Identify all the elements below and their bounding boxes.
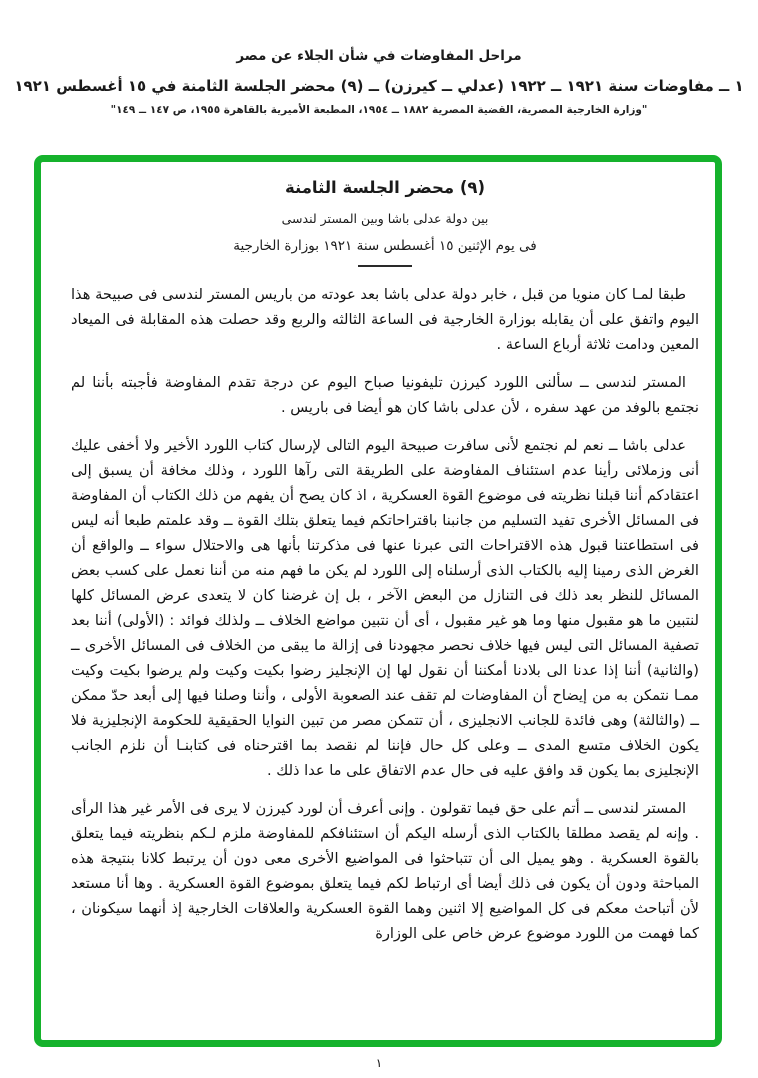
participants-line: بين دولة عدلى باشا وبين المستر لندسى — [281, 211, 489, 226]
page-header — [0, 48, 758, 116]
section-title: (٩) محضر الجلسة الثامنة — [284, 178, 486, 197]
paragraph-intro: طبقا لمـا كان منويا من قبل ، خابر دولة عدلى باشا بعد عودته من باريس المستر لندسى فى صبيحة هذا اليوم واتفق على أن يقابله بوزارة الخارجية فى الساعة الثالثه والربع وقد حصلت هذه المقابلة فى الميعاد المعين ودامت ثلاثة أرباع الساعة . — [71, 286, 699, 353]
green-highlight-frame — [34, 155, 722, 1047]
title-divider — [358, 265, 412, 267]
header-title: مراحل المفاوضات في شأن الجلاء عن مصر — [236, 48, 522, 64]
page-number: ١ — [375, 1056, 383, 1070]
date-line: فى يوم الإثنين ١٥ أغسطس سنة ١٩٢١ بوزارة الخارجية — [233, 238, 537, 254]
paragraph-lindsay-1: المستر لندسى ــ سألنى اللورد كيرزن تليفونيا صباح اليوم عن درجة تقدم المفاوضة فأجبته بأننا لم نجتمع بالوفد من عهد سفره ، لأن عدلى باشا كان هو أيضا فى باريس . — [71, 374, 699, 416]
paragraph-lindsay-2: المستر لندسى ــ أتم على حق فيما تقولون . وإنى أعرف أن لورد كيرزن لا يرى فى الأمر غير هذا الرأى . وإنه لم يقصد مطلقا بالكتاب الذى أرسله اليكم أن استئنافكم للمفاوضة ملزم لـكم بنظريته فيما يتعلق بالقوة العسكرية . وهو يميل الى أن تتباحثوا فى المواضيع الأخرى معى دون أن يرتبط كلانا بنتيجة هذه المباحثة ودون أن يكون فى ذلك أيضا أى ارتباط لكم فيما يتعلق بموضوع القوة العسكرية . وها أنا مستعد لأن أتباحث معكم فى كل المواضيع إلا اثنين وهما القوة العسكرية والعلاقات الخارجية إذ أنهما سيكونان ، كما فهمت من اللورد موضوع عرض خاص على الوزارة — [71, 800, 699, 942]
header-source-citation: "وزارة الخارجية المصرية، القضية المصرية ١٨٨٢ ــ ١٩٥٤، المطبعة الأميرية بالقاهرة ١٩٥٥، ص ١٤٧ ــ ١٤٩" — [110, 104, 648, 116]
paragraph-adly-pasha: عدلى باشا ــ نعم لم نجتمع لأنى سافرت صبيحة اليوم التالى لإرسال كتاب اللورد الأخير ولا أخفى عليك أنى وزملائى رأينا عدم استئناف المفاوضة على الطريقة التى رآها اللورد ، وذلك مخافة أن يسبق إلى اعتقادكم أننا قبلنا نظريته فى موضوع القوة العسكرية ، اذ كان يصح أن يفهم من ذلك الكتاب أن المفاوضة فى المسائل الأخرى تفيد التسليم من جانبنا باقتراحاتكم فيما يتعلق بتلك القوة ــ وقد علمتم طبعا أنه ليس فى استطاعتنا قبول هذه الاقتراحات التى عبرنا عنها فى مذكرتنا بأنها هى والاحتلال سواء ــ والواقع أن الغرض الذى رمينا إليه بالكتاب الذى أرسلناه إلى اللورد لم يكن ما فهم منه من أننا نعمل على كسب بعض المسائل للنظر بعد ذلك فى التنازل من البعض الآخر ، بل إن غرضنا كان لا يتعدى عرض المسائل كلها لنتبين ما هو مقبول منها وما هو غير مقبول ، أى أن نتبين مواضع الخلاف ــ ولذلك فوائد : (الأولى) أننا بعد تصفية المسائل التى ليس فيها خلاف نحصر مجهودنا فى إزالة ما يبقى من الخلاف فى المسائل الأخرى ــ (والثانية) أننا إذا عدنا الى بلادنا أمكننا أن نقول لها إن الإنجليز رضوا بكيت وكيت ولم يرضوا بكيت وكيت ممـا نتمكن به من إيضاح أن المفاوضات لم تقف عند الصعوبة الأولى ، وأننا وصلنا فيها إلى أبعد حدّ ممكن ــ (والثالثة) وهى فائدة للجانب الانجليزى ، أن تتمكن مصر من تبين النوايا الحقيقية للحكومة الإنجليزية فلا يكون الخلاف متسع المدى ــ وعلى كل حال فإننا لم نقصد بما اقترحناه فى كتابنـا أن نلزم الجانب الإنجليزى بما يكون قد وافق عليه فى حال عدم الاتفاق على ما عدا ذلك . — [71, 437, 699, 779]
document-body — [41, 162, 715, 946]
header-subtitle: ١ ــ مفاوضات سنة ١٩٢١ ــ ١٩٢٢ (عدلي ــ كيرزن) ــ (٩) محضر الجلسة الثامنة في ١٥ أغسطس ١٩٢١ — [14, 77, 744, 95]
minutes-text — [71, 282, 699, 946]
